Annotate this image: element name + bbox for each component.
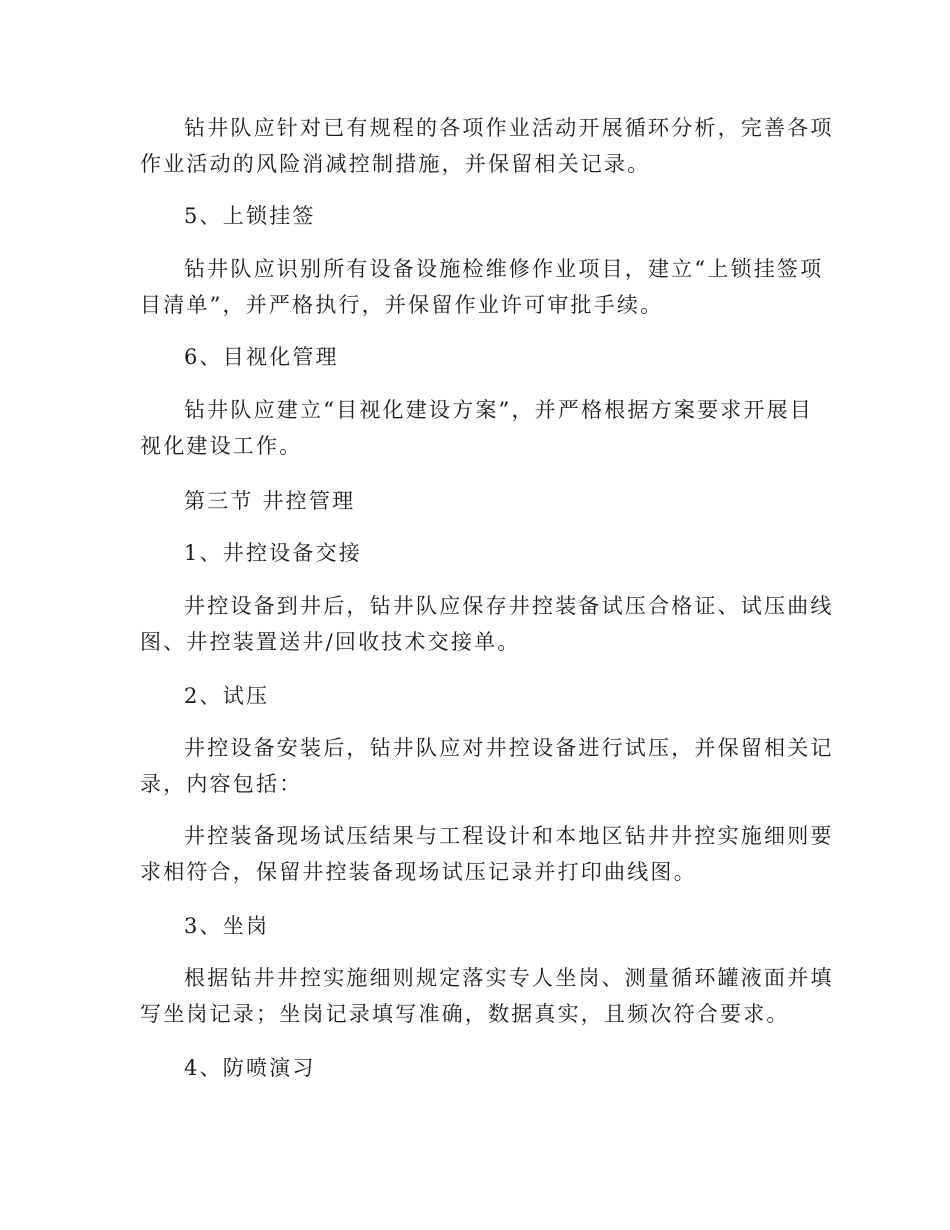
- heading-blowout-drill: [140, 1050, 810, 1086]
- paragraph-cycle-analysis: [140, 110, 834, 182]
- heading-text: 第三节 井控管理: [184, 489, 356, 513]
- text-line: 录，内容包括：: [140, 772, 303, 796]
- paragraph-visual-management: [140, 392, 814, 464]
- heading-text: 1、井控设备交接: [184, 541, 362, 565]
- text-line: 根据钻井井控实施细则规定落实专人坐岗、测量循环罐液面并填: [184, 966, 834, 990]
- heading-pressure-test: [140, 678, 810, 714]
- heading-lockout-tagout: [140, 198, 810, 234]
- heading-equipment-handover: [140, 535, 810, 571]
- text-line: 钻井队应识别所有设备设施检维修作业项目，建立“上锁挂签项: [184, 257, 824, 281]
- text-line: 目清单”，并严格执行，并保留作业许可审批手续。: [140, 293, 664, 317]
- paragraph-pressure-test-content: [140, 818, 834, 890]
- heading-text: 6、目视化管理: [184, 345, 339, 369]
- text-line: 视化建设工作。: [140, 434, 303, 458]
- section-heading-well-control: [140, 483, 810, 519]
- heading-text: 3、坐岗: [184, 914, 270, 938]
- text-line: 写坐岗记录；坐岗记录填写准确，数据真实，且频次符合要求。: [140, 1002, 790, 1026]
- text-line: 钻井队应针对已有规程的各项作业活动开展循环分析，完善各项: [184, 116, 834, 140]
- heading-visual-management: [140, 339, 810, 375]
- heading-text: 4、防喷演习: [184, 1056, 316, 1080]
- text-line: 作业活动的风险消减控制措施，并保留相关记录。: [140, 152, 651, 176]
- text-line: 钻井队应建立“目视化建设方案”，并严格根据方案要求开展目: [184, 398, 814, 422]
- text-line: 图、井控装置送井/回收技术交接单。: [140, 630, 521, 654]
- text-line: 井控设备到井后，钻井队应保存井控装备试压合格证、试压曲线: [184, 594, 834, 618]
- paragraph-lockout-tagout: [140, 251, 824, 323]
- paragraph-post-watch: [140, 960, 834, 1032]
- text-line: 求相符合，保留井控装备现场试压记录并打印曲线图。: [140, 860, 697, 884]
- heading-text: 2、试压: [184, 684, 270, 708]
- heading-text: 5、上锁挂签: [184, 204, 316, 228]
- text-line: 井控装备现场试压结果与工程设计和本地区钻井井控实施细则要: [184, 824, 834, 848]
- text-line: 井控设备安装后，钻井队应对井控设备进行试压，并保留相关记: [184, 736, 834, 760]
- heading-post-watch: [140, 908, 810, 944]
- paragraph-pressure-test: [140, 730, 834, 802]
- paragraph-equipment-handover: [140, 588, 834, 660]
